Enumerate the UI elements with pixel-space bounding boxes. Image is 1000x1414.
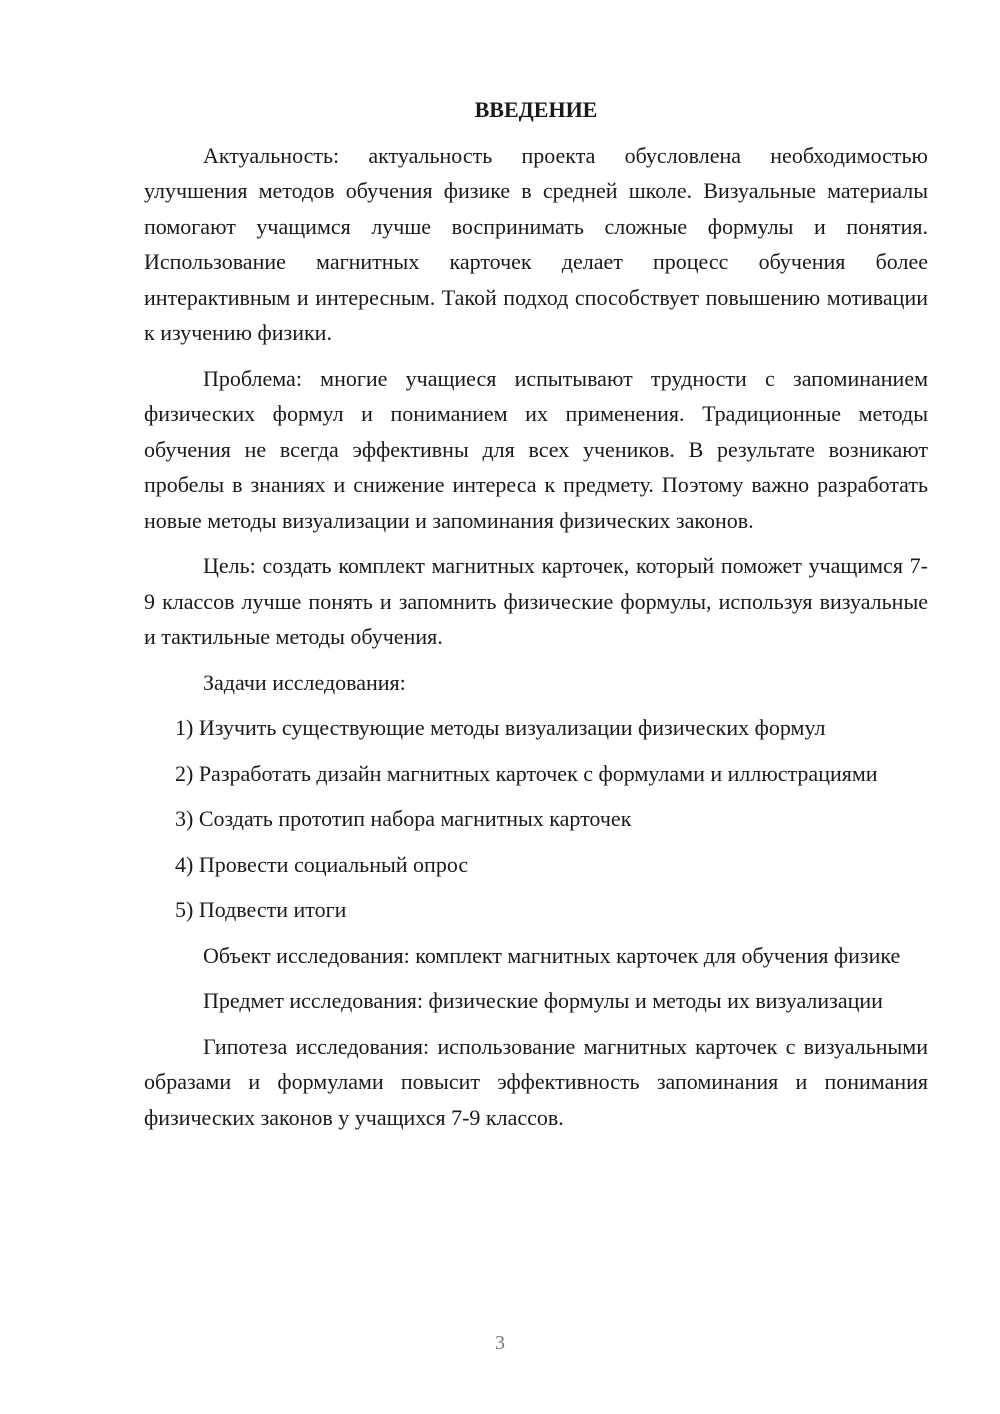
task-item-4: 4) Провести социальный опрос <box>175 851 469 877</box>
paragraph-relevance: Актуальность: актуальность проекта обусловлена необходимостью улучшения методов обучения физике в средней школе. Визуальные материалы помогают учащимся лучше воспринимать сложные формулы и понятия. Использование магнитных карточек делает процесс обучения более интерактивным и интересным. Такой подход способствует повышению мотивации к изучению физики. <box>144 142 928 345</box>
paragraph-subject: Предмет исследования: физические формулы и методы их визуализации <box>203 988 883 1013</box>
paragraph-goal: Цель: создать комплект магнитных карточек, который поможет учащимся 7-9 классов лучше понять и запомнить физические формулы, используя визуальные и тактильные методы обучения. <box>144 553 928 649</box>
task-item-1: 1) Изучить существующие методы визуализации физических формул <box>175 715 826 740</box>
paragraph-tasks-heading: Задачи исследования: <box>203 669 406 695</box>
paragraph-object: Объект исследования: комплект магнитных карточек для обучения физике <box>203 942 901 968</box>
page-content <box>144 92 928 1145</box>
section-title: ВВЕДЕНИЕ <box>474 97 598 122</box>
paragraph-problem: Проблема: многие учащиеся испытывают трудности с запоминанием физических формул и пониманием их применения. Традиционные методы обучения не всегда эффективны для всех учеников. В результате возникают пробелы в знаниях и снижение интереса к предмету. Поэтому важно разработать новые методы визуализации и запоминания физических законов. <box>144 365 928 533</box>
page-number: 3 <box>495 1332 505 1354</box>
task-item-2: 2) Разработать дизайн магнитных карточек с формулами и иллюстрациями <box>175 760 878 786</box>
task-item-5: 5) Подвести итоги <box>175 897 347 922</box>
task-item-3: 3) Создать прототип набора магнитных карточек <box>175 806 632 831</box>
paragraph-hypothesis: Гипотеза исследования: использование магнитных карточек с визуальными образами и формулами повысит эффективность запоминания и понимания физических законов у учащихся 7-9 классов. <box>144 1033 928 1130</box>
